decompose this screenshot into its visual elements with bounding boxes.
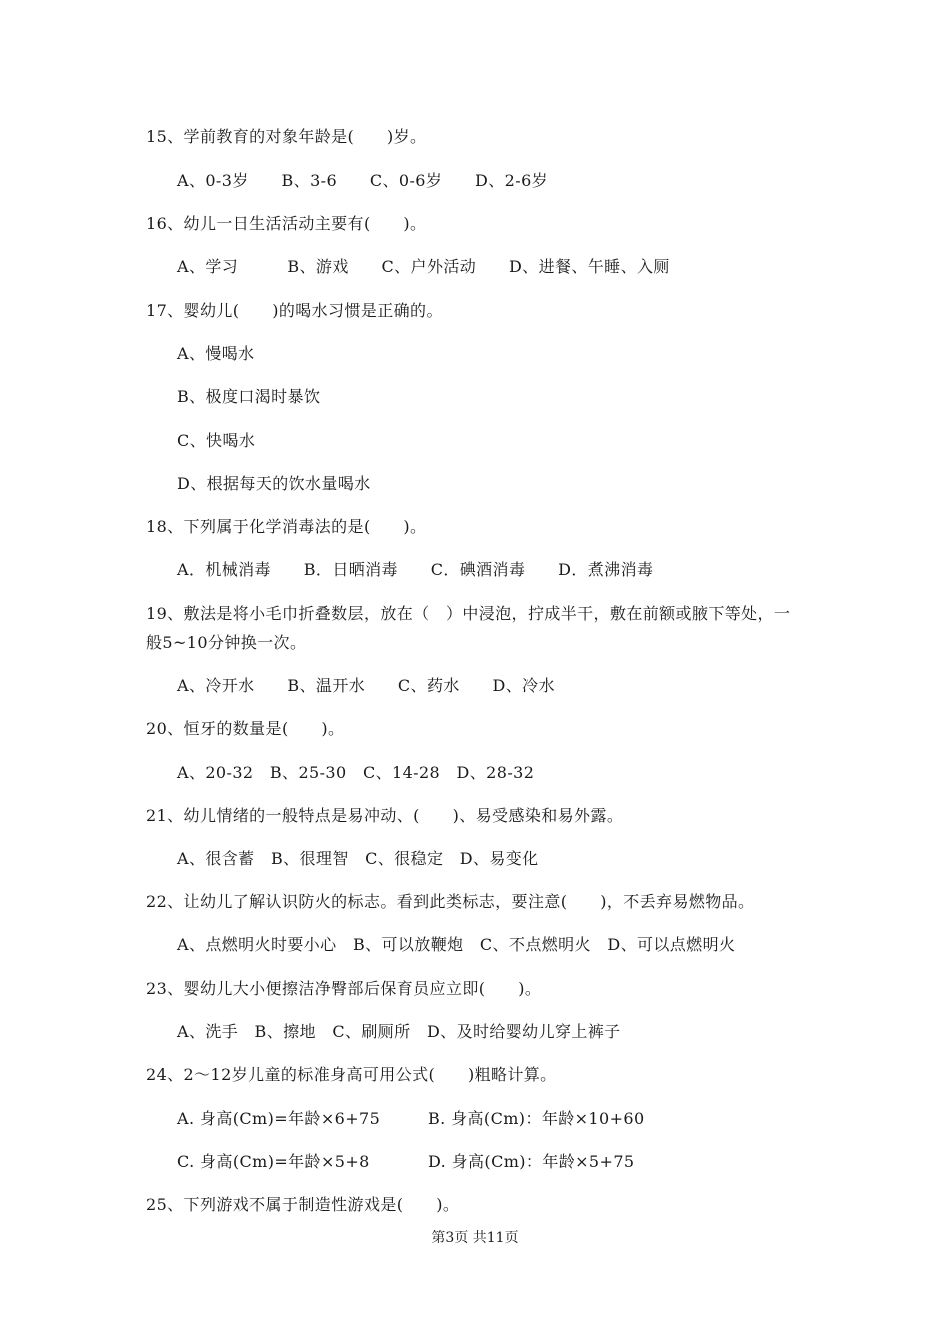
question-16-stem: 16、幼儿一日生活活动主要有( )。 <box>146 214 427 233</box>
question-17-option-b: B、极度口渴时暴饮 <box>177 387 321 406</box>
question-19-stem-line2: 般5~10分钟换一次。 <box>146 633 307 652</box>
question-19-stem-line1: 19、敷法是将小毛巾折叠数层，放在（ ）中浸泡，拧成半干，敷在前额或腋下等处，一 <box>146 604 791 623</box>
question-17-option-a: A、慢喝水 <box>177 344 255 363</box>
question-23-stem: 23、婴幼儿大小便擦洁净臀部后保育员应立即( )。 <box>146 979 542 998</box>
question-19-options: A、冷开水 B、温开水 C、药水 D、冷水 <box>177 676 555 695</box>
question-22-stem: 22、让幼儿了解认识防火的标志。看到此类标志，要注意( )，不丢弃易燃物品。 <box>146 892 755 911</box>
question-25-stem: 25、下列游戏不属于制造性游戏是( )。 <box>146 1195 460 1214</box>
question-23-options: A、洗手 B、擦地 C、刷厕所 D、及时给婴幼儿穿上裤子 <box>177 1022 621 1041</box>
question-21-options: A、很含蓄 B、很理智 C、很稳定 D、易变化 <box>177 849 539 868</box>
question-24-option-d: D. 身高(Cm)：年龄×5+75 <box>428 1152 635 1171</box>
question-24-option-a: A. 身高(Cm)=年龄×6+75 <box>177 1109 381 1128</box>
question-24-stem: 24、2～12岁儿童的标准身高可用公式( )粗略计算。 <box>146 1065 557 1084</box>
question-24-option-b: B. 身高(Cm)：年龄×10+60 <box>428 1109 645 1128</box>
question-20-stem: 20、恒牙的数量是( )。 <box>146 719 345 738</box>
question-18-options: A．机械消毒 B．日晒消毒 C．碘酒消毒 D．煮沸消毒 <box>177 560 654 579</box>
question-24-option-c: C. 身高(Cm)=年龄×5+8 <box>177 1152 370 1171</box>
page-number-footer: 第3页 共11页 <box>431 1230 519 1246</box>
question-20-options: A、20-32 B、25-30 C、14-28 D、28-32 <box>177 763 535 782</box>
question-22-options: A、点燃明火时要小心 B、可以放鞭炮 C、不点燃明火 D、可以点燃明火 <box>177 935 736 954</box>
question-21-stem: 21、幼儿情绪的一般特点是易冲动、( )、易受感染和易外露。 <box>146 806 624 825</box>
question-17-option-c: C、快喝水 <box>177 431 256 450</box>
question-17-option-d: D、根据每天的饮水量喝水 <box>177 474 371 493</box>
question-16-options: A、学习 B、游戏 C、户外活动 D、进餐、午睡、入厕 <box>177 257 670 276</box>
question-15-options: A、0-3岁 B、3-6 C、0-6岁 D、2-6岁 <box>177 171 549 190</box>
question-15-stem: 15、学前教育的对象年龄是( )岁。 <box>146 127 427 146</box>
question-17-stem: 17、婴幼儿( )的喝水习惯是正确的。 <box>146 301 443 320</box>
question-18-stem: 18、下列属于化学消毒法的是( )。 <box>146 517 427 536</box>
